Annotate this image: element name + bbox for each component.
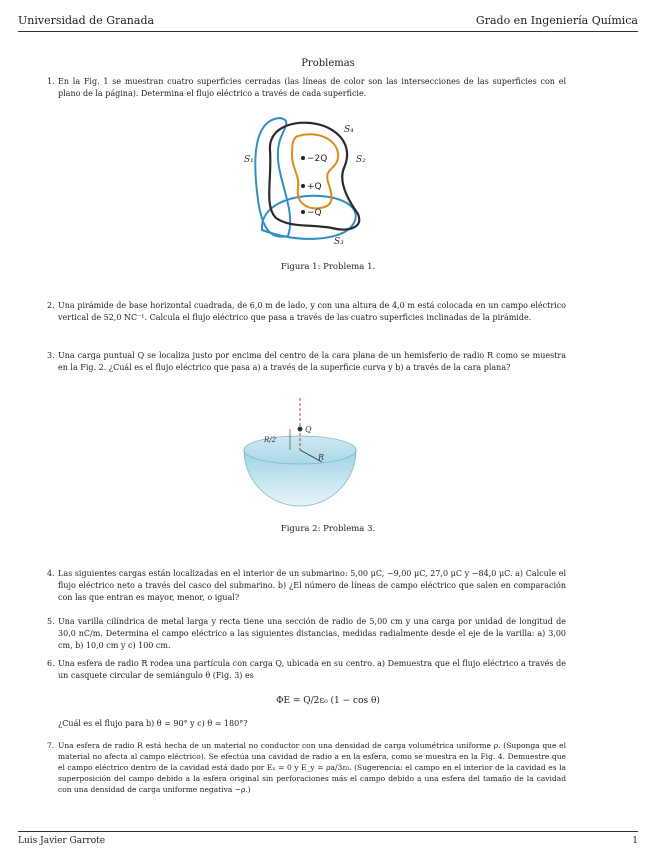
problem-2 [47,300,566,324]
problem-text: Las siguientes cargas están localizadas en el interior de un submarino: 5,00 μC, −9,00 μC, 27,0 μC y −84,0 μC. a) Calcule el flujo eléctrico neto a través del casco del submarino. b) ¿El número de líneas de campo eléctrico que salen en comparación con las que entran es mayor, menor, o igual? [58,569,566,602]
charge-dot [301,156,305,160]
charge-label: −2Q [307,154,328,164]
label-r: R [318,453,325,462]
figure-1-diagram [240,110,370,250]
charge-dot [301,184,305,188]
label-r-half: R/2 [264,436,277,444]
problem-text: En la Fig. 1 se muestran cuatro superficies cerradas (las líneas de color son las intersecciones de las superficies con el plano de la página). Determina el flujo eléctrico a través de cada superficie. [58,77,566,98]
figure-1-caption: Figura 1: Problema 1. [280,262,376,272]
surface-label: S₄ [344,125,354,135]
charge-label: −Q [307,208,322,218]
problem-number: 2. [47,301,55,310]
problem-number: 6. [47,659,55,668]
surface-label: S₂ [356,155,366,165]
problem-text: ¿Cuál es el flujo para b) θ = 90° y c) θ = 180°? [58,719,248,728]
header-rule [18,31,638,32]
problem-text: Una esfera de radio R rodea una partícula con carga Q, ubicada en su centro. a) Demuestra que el flujo eléctrico a través de un casquete circular de semiángulo θ (Fig. 3) es [58,659,566,680]
problem-text: Una carga puntual Q se localiza justo por encima del centro de la cara plana de un hemisferio de radio R como se muestra en la Fig. 2. ¿Cuál es el flujo eléctrico que pasa a) a través de la superficie curva y b) a través de la cara plana? [58,351,566,372]
problem-1 [47,76,566,100]
page-title: Problemas [301,58,355,69]
flux-equation: ΦE = Q/2ε₀ (1 − cos θ) [276,696,380,706]
problem-number: 7. [47,741,55,750]
charge-dot [301,210,305,214]
problem-7 [47,740,566,795]
page-header [18,14,638,30]
problem-6 [47,658,566,682]
charge-q [298,427,303,432]
footer-rule [18,831,638,832]
figure-2-caption: Figura 2: Problema 3. [280,524,376,534]
header-university: Universidad de Granada [18,14,155,27]
problem-text: Una varilla cilíndrica de metal larga y recta tiene una sección de radio de 5,00 cm y una carga por unidad de longitud de 30,0 nC/m. Determina el campo eléctrico a las siguientes distancias, medidas radialmente desde el eje de la varilla: a) 3,00 cm, b) 10,0 cm y c) 100 cm. [58,617,566,650]
surface-label: S₁ [244,155,254,165]
problem-text: Una esfera de radio R está hecha de un material no conductor con una densidad de carga volumétrica uniforme ρ. (Suponga que el material no afecta al campo eléctrico). Se efectúa una cavidad de radio a en la esfera, como se muestra en la Fig. 4. Demuestre que el campo eléctrico dentro de la cavidad está dado por Eₓ = 0 y E_y = ρa/3ε₀. (Sugerencia: el campo en el interior de la cavidad es la superposición del campo debido a la esfera original sin perforaciones más el campo debido a una esfera del tamaño de la cavidad con una densidad de carga uniforme negativa −ρ.) [58,741,566,794]
page-number: 1 [632,836,638,846]
problem-6-question [58,718,566,730]
charge-label: +Q [307,182,322,192]
label-q: Q [305,425,312,434]
problem-4 [47,568,566,604]
problem-number: 5. [47,617,55,626]
problem-3 [47,350,566,374]
problem-number: 1. [47,77,55,86]
problem-5 [47,616,566,652]
footer-author: Luis Javier Garrote [18,836,106,846]
header-degree: Grado en Ingeniería Química [475,14,638,27]
problem-number: 4. [47,569,55,578]
surface-label: S₃ [334,237,344,247]
problem-text: Una pirámide de base horizontal cuadrada, de 6,0 m de lado, y con una altura de 4,0 m está colocada en un campo eléctrico vertical de 52,0 NC⁻¹. Calcula el flujo eléctrico que pasa a través de las cuatro superficies inclinadas de la pirámide. [58,301,566,322]
figure-2-diagram [240,398,360,514]
surface-s2-loop [292,134,338,208]
problem-number: 3. [47,351,55,360]
